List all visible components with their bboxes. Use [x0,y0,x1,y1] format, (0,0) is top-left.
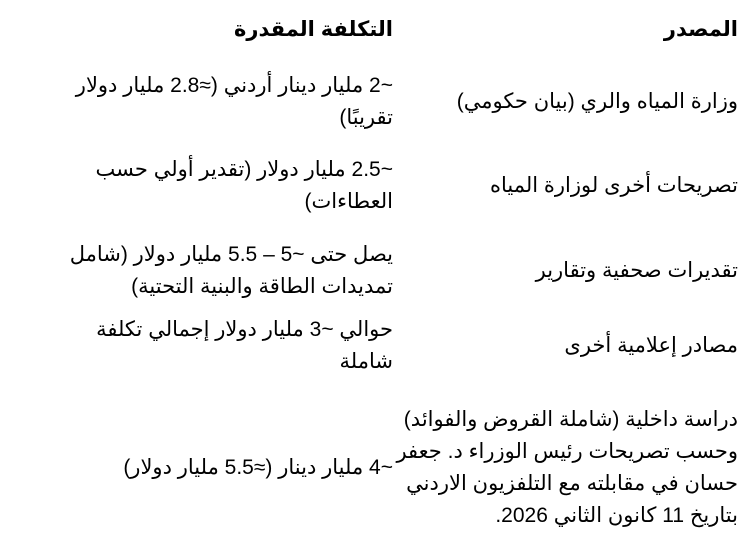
cost-cell: ~2 مليار دينار أردني (≈2.8 مليار دولار تقريبًا) [75,74,393,129]
table-row [38,314,744,378]
source-cell: دراسة داخلية (شاملة القروض والفوائد) وحسب تصريحات رئيس الوزراء د. جعفر حسان في مقابلته مع التلفزيون الاردني بتاريخ 11 كانون الثاني 2026. [396,408,738,527]
source-cell: وزارة المياه والري (بيان حكومي) [456,90,738,113]
table-header-row [38,0,744,60]
source-cell: مصادر إعلامية أخرى [564,334,738,357]
source-cell: تصريحات أخرى لوزارة المياه [489,174,738,197]
table-row [38,60,744,144]
table-row [38,144,744,228]
source-cell: تقديرات صحفية وتقارير [535,259,738,282]
cost-cell: يصل حتى ~5 – 5.5 مليار دولار (شامل تمديدات الطاقة والبنية التحتية) [69,243,393,298]
cost-cell: ~4 مليار دينار (≈5.5 مليار دولار) [123,456,393,479]
table-row [38,378,744,558]
cost-estimates-table [38,0,744,558]
header-estimated-cost: التكلفة المقدرة [233,18,393,41]
cost-cell: ~2.5 مليار دولار (تقدير أولي حسب العطاءات) [95,158,393,213]
cost-cell: حوالي ~3 مليار دولار إجمالي تكلفة شاملة [96,318,393,373]
table-row [38,228,744,314]
header-source: المصدر [663,18,738,41]
